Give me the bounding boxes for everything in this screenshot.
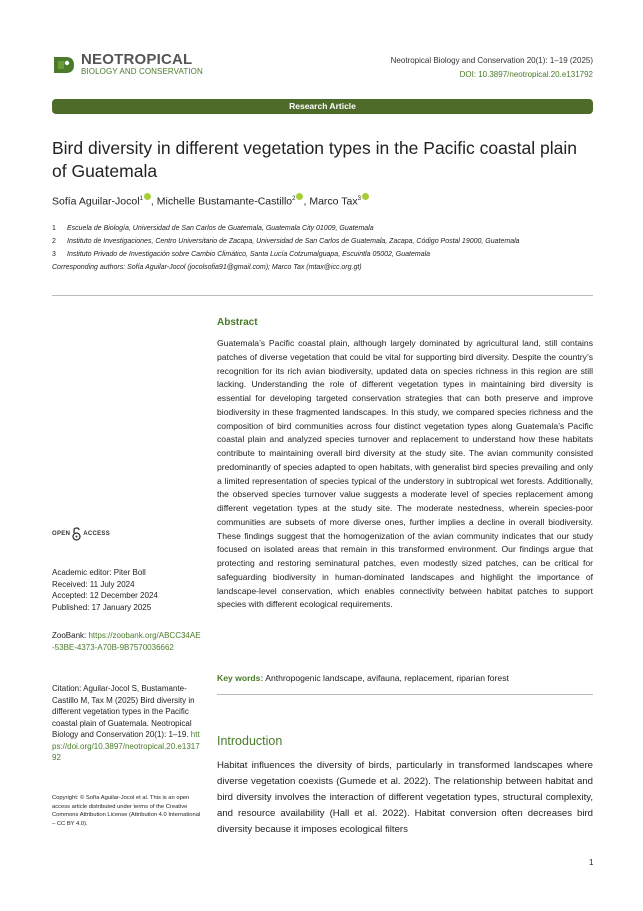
article-type-bar: Research Article — [52, 99, 593, 114]
orcid-icon[interactable] — [362, 193, 369, 200]
open-access-left: OPEN — [52, 531, 71, 537]
affiliation-item — [52, 235, 592, 248]
logo-sub-text: BIOLOGY AND CONSERVATION — [81, 67, 203, 76]
abstract-text: Guatemala’s Pacific coastal plain, although largely dominated by agricultural land, still contains patches of diverse vegetation that could be vital for supporting bird diversity. Despite the country’s recognition for its rich avian biodiversity, updated data on species richness in this region are still lacking. Understanding the role of different vegetation types in maintaining bird diversity is essential for developing targeted conservation strategies that can both preserve and improve biodiversity in these fragmented landscapes. In this study, we compared species richness and the composition of bird communities across four distinct vegetation types along Guatemala’s Pacific coastal plain and analyzed species turnover and replacement to understand how these habitats contribute to maintaining overall bird diversity at the study site. The avian community consisted predominantly of species adapted to open habitats, with generalist bird species prevailing and only a limited representation of species typical of the understory in subtropical wet forests. Additionally, the observed species turnover value suggests a moderate level of species replacement among different vegetation types at the study site. The moderate nestedness, wherein species-poor communities are subsets of more diverse ones, further implies a decline in overall biodiversity. These findings suggest that the homogenization of the avian community indicates that our study focused on isolated areas that remain in this transformed environment. Our findings argue that protecting and restoring seminatural patches, even modestly sized patches, can be critical for safeguarding biodiversity in human-dominated landscapes and highlight the importance of landscape-level conservation, which enables connectivity between habitat patches to support species with different ecological requirements. — [217, 338, 593, 610]
citation-block — [52, 683, 202, 764]
journal-citation: Neotropical Biology and Conservation 20(1): 1–19 (2025) — [390, 56, 593, 65]
author-affil-num: 3 — [357, 196, 361, 202]
author-affil-num: 2 — [292, 196, 296, 202]
author-affil-num: 1 — [139, 196, 143, 202]
corresponding-authors[interactable]: Corresponding authors: Sofía Aguilar-Jocol (jocolsofia91@gmail.com); Marco Tax (mtax@icc.org.gt) — [52, 264, 362, 271]
zoobank-label: ZooBank: — [52, 631, 87, 640]
divider — [52, 295, 593, 296]
affiliations — [52, 222, 592, 274]
article-dates — [52, 567, 202, 613]
affiliation-num: 3 — [52, 251, 56, 258]
keywords — [217, 673, 509, 683]
abstract-heading: Abstract — [217, 317, 258, 328]
introduction-text: Habitat influences the diversity of birds, particularly in transformed landscapes where diverse vegetation coexists (Gumede et al. 2022). The relationship between habitat and bird diversity involves the interaction of different vegetation types, structural complexity, and resource availability (Hall et al. 2022). Habitat conversion often decreases bird diversity because it imposes ecological filters — [217, 760, 593, 835]
copyright-note: Copyright: © Sofía Aguilar-Jocol et al. This is an open access article distributed under terms of the Creative Commons Attribution License (Attribution 4.0 International – CC BY 4.0). — [52, 795, 201, 827]
academic-editor: Academic editor: Piter Boll — [52, 568, 146, 577]
zoobank-link[interactable]: https://zoobank.org/ABCC34AE-53BE-4373-A70B-9B7570036662 — [52, 631, 201, 652]
citation-text: Citation: Aguilar-Jocol S, Bustamante-Castillo M, Tax M (2025) Bird diversity in different vegetation types in the Pacific coastal plain of Guatemala. Neotropical Biology and Conservation 20(1): 1–19. — [52, 684, 195, 739]
open-access-right: ACCESS — [83, 531, 111, 537]
author-name: Sofía Aguilar-Jocol — [52, 195, 140, 208]
accepted-date: Accepted: 12 December 2024 — [52, 591, 158, 600]
affiliation-item — [52, 248, 592, 261]
orcid-icon[interactable] — [296, 193, 303, 200]
open-access-badge — [52, 527, 110, 541]
affiliation-num: 2 — [52, 238, 56, 245]
journal-logo — [52, 52, 203, 77]
keywords-text: Anthropogenic landscape, avifauna, replacement, riparian forest — [265, 673, 509, 683]
citation-doi-link[interactable]: https://doi.org/10.3897/neotropical.20.e131792 — [52, 730, 200, 762]
journal-info — [391, 54, 593, 82]
introduction-heading: Introduction — [217, 734, 283, 748]
author-name: Marco Tax — [309, 195, 358, 208]
doi-link[interactable]: DOI: 10.3897/neotropical.20.e131792 — [459, 70, 593, 79]
zoobank-block — [52, 630, 202, 653]
author-name: Michelle Bustamante-Castillo — [156, 195, 293, 208]
article-title: Bird diversity in different vegetation types in the Pacific coastal plain of Guatemala — [52, 138, 577, 181]
toucan-logo-icon — [52, 53, 78, 77]
logo-main-text: NEOTROPICAL — [81, 51, 193, 68]
author-list: Sofía Aguilar-Jocol$^1$ , Michelle Bustamante-Castillo$^2$ , Marco Tax$^3$ — [52, 193, 369, 208]
affiliation-text: Escuela de Biología, Universidad de San Carlos de Guatemala, Guatemala City 01009, Guatemala — [67, 225, 374, 232]
affiliation-text: Instituto Privado de Investigación sobre Cambio Climático, Santa Lucía Cotzumalguapa, Escuintla 05002, Guatemala — [67, 251, 431, 258]
divider — [217, 694, 593, 695]
keywords-label: Key words: — [217, 673, 264, 683]
orcid-icon[interactable] — [144, 193, 151, 200]
page-number: 1 — [589, 858, 594, 867]
received-date: Received: 11 July 2024 — [52, 579, 135, 589]
affiliation-item — [52, 222, 592, 235]
affiliation-text: Instituto de Investigaciones, Centro Universitario de Zacapa, Universidad de San Carlos de Guatemala, Zacapa, Código Postal 19000, Guatemala — [67, 238, 520, 245]
open-lock-icon — [72, 527, 81, 541]
published-date: Published: 17 January 2025 — [52, 602, 152, 612]
affiliation-num: 1 — [52, 225, 56, 232]
